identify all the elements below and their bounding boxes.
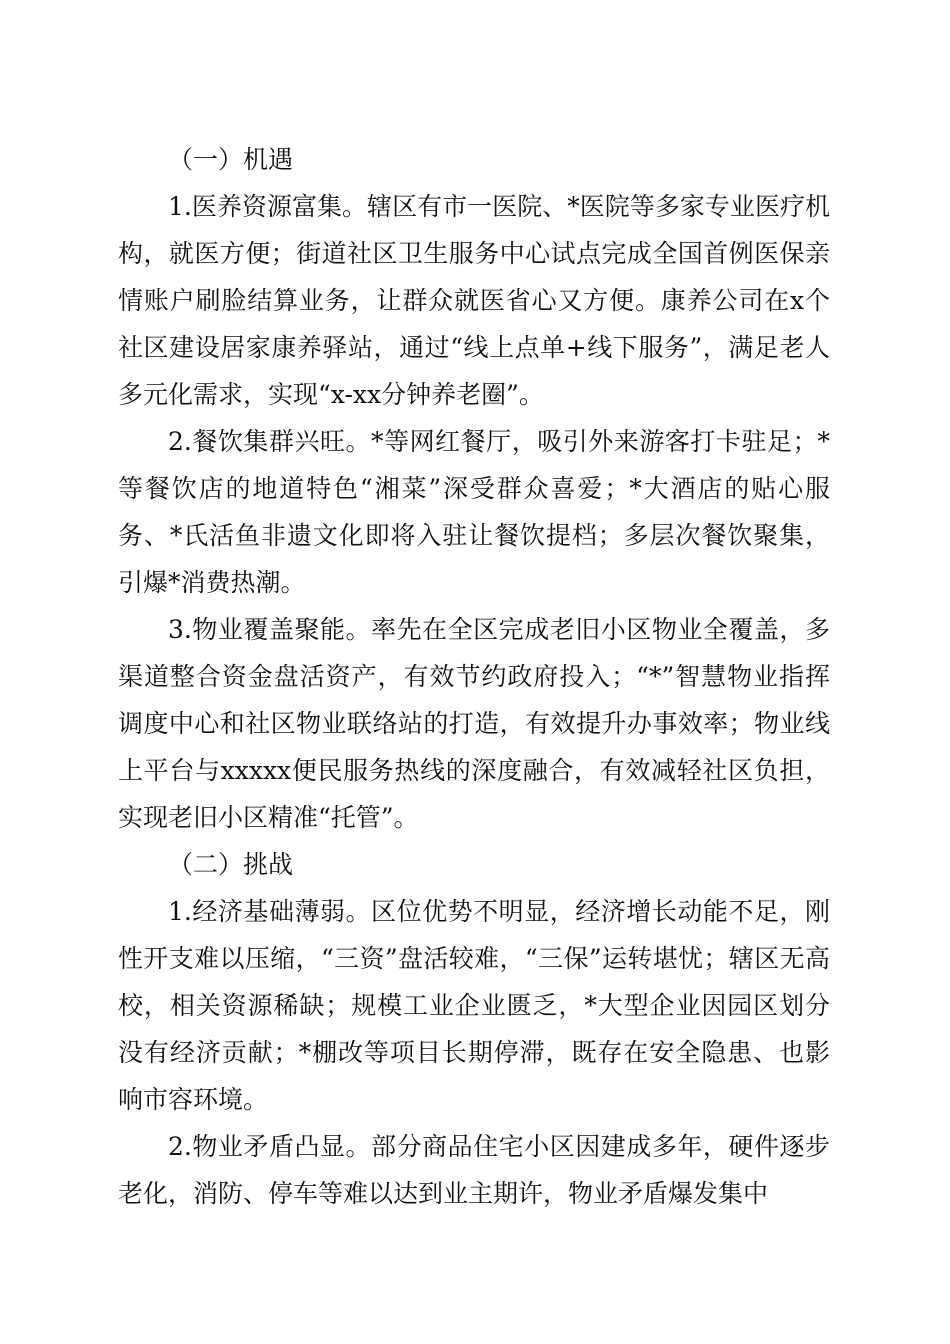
paragraph-medical-resources: 1.医养资源富集。辖区有市一医院、*医院等多家专业医疗机构，就医方便；街道社区卫生服务中心试点完成全国首例医保亲情账户刷脸结算业务，让群众就医省心又方便。康养公司在x个社区建设居家康养驿站，通过“线上点单+线下服务”，满足老人多元化需求，实现“x-xx分钟养老圈”。 xyxy=(118,192,830,409)
section-heading-challenges: （二）挑战 xyxy=(168,850,294,879)
paragraph-property-coverage: 3.物业覆盖聚能。率先在全区完成老旧小区物业全覆盖，多渠道整合资金盘活资产，有效节约政府投入；“*”智慧物业指挥调度中心和社区物业联络站的打造，有效提升办事效率；物业线上平台与xxxxx便民服务热线的深度融合，有效减轻社区负担，实现老旧小区精准“托管”。 xyxy=(118,615,830,832)
paragraph-property-conflicts: 2.物业矛盾凸显。部分商品住宅小区因建成多年，硬件逐步老化，消防、停车等难以达到业主期许，物业矛盾爆发集中 xyxy=(118,1132,830,1208)
section-heading-opportunities: （一）机遇 xyxy=(168,145,294,174)
paragraph-catering-cluster: 2.餐饮集群兴旺。*等网红餐厅，吸引外来游客打卡驻足；*等餐饮店的地道特色“湘菜”深受群众喜爱；*大酒店的贴心服务、*氏活鱼非遗文化即将入驻让餐饮提档；多层次餐饮聚集，引爆*消费热潮。 xyxy=(118,427,830,597)
paragraph-weak-economy: 1.经济基础薄弱。区位优势不明显，经济增长动能不足，刚性开支难以压缩，“三资”盘活较难，“三保”运转堪忧；辖区无高校，相关资源稀缺；规模工业企业匮乏，*大型企业因园区划分没有经济贡献；*棚改等项目长期停滞，既存在安全隐患、也影响市容环境。 xyxy=(118,897,830,1114)
document-body xyxy=(118,136,830,1217)
